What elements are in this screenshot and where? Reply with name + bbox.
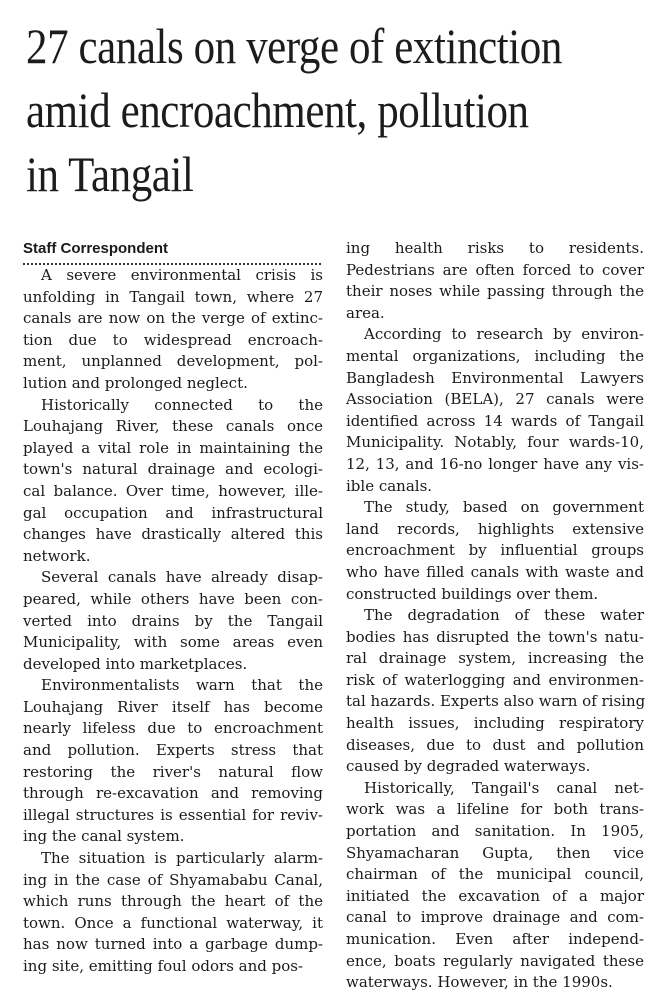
text-line: developed into marketplaces. [23,654,248,673]
text-line: through re-excavation and removing [23,784,323,803]
paragraph [23,395,323,568]
text-line: initiated the excavation of a major [346,886,644,905]
continued-paragraph [346,238,644,324]
text-line: The situation is particularly alarm- [41,849,323,868]
paragraph [346,605,644,778]
text-line: A severe environmental crisis is [41,266,323,284]
text-line: ral drainage system, increasing the [346,649,644,668]
text-line: land records, highlights extensive [346,519,644,538]
text-line: Several canals have already disap- [41,568,323,587]
text-line: cal balance. Over time, however, ille- [23,481,323,500]
text-line: chairman of the municipal council, [346,865,644,884]
text-line: bodies has disrupted the town's natu- [346,627,644,646]
paragraph [23,265,323,395]
text-line: ence, boats regularly navigated these [346,951,644,970]
text-line: Louhajang River itself has become [23,697,323,716]
text-line: Environmentalists warn that the [41,676,323,695]
text-line: portation and sanitation. In 1905, [346,822,644,841]
text-line: ing the canal system. [23,827,185,846]
text-line: Bangladesh Environmental Lawyers [346,368,644,387]
text-line: unfolding in Tangail town, where 27 [23,287,323,306]
text-line: The study, based on government [364,498,644,517]
text-line: Shyamacharan Gupta, then vice [346,843,644,862]
headline-line: amid encroachment, pollution [26,82,529,138]
text-line: mental organizations, including the [346,346,644,365]
text-line: Municipality, with some areas even [23,633,323,652]
paragraph [346,497,644,605]
text-line: ible canals. [346,476,433,495]
text-line: changes have drastically altered this [23,525,323,544]
text-line: has now turned into a garbage dump- [23,935,323,954]
text-line: Municipality. Notably, four wards-10, [346,433,644,452]
text-line: Louhajang River, these canals once [23,417,323,436]
paragraph [346,324,644,497]
headline [26,14,658,206]
headline-line: 27 canals on verge of extinction [26,18,562,74]
text-line: who have filled canals with waste and [346,562,644,581]
text-line: which runs through the heart of the [23,892,323,911]
text-line: munication. Even after independ- [346,930,644,948]
text-line: According to research by environ- [364,325,644,344]
text-line: tion due to widespread encroach- [23,330,323,349]
text-line: played a vital role in maintaining the [23,438,323,457]
text-line: caused by degraded waterways. [346,757,591,776]
text-line: identified across 14 wards of Tangail [346,411,644,430]
byline: Staff Correspondent [23,238,321,265]
text-line: Historically connected to the [41,395,323,414]
text-line: diseases, due to dust and pollution [346,735,644,754]
headline-line: in Tangail [26,146,194,202]
text-line: area. [346,303,385,322]
text-line: work was a lifeline for both trans- [346,800,644,819]
text-line: lution and prolonged neglect. [23,373,248,392]
paragraph [23,848,323,978]
paragraph [346,238,644,324]
text-line: ing site, emitting foul odors and pos- [23,957,304,975]
text-line: verted into drains by the Tangail [23,611,323,630]
text-line: waterways. However, in the 1990s. [346,973,613,992]
text-line: their noses while passing through the [346,282,644,301]
paragraph [346,778,644,994]
text-line: canals are now on the verge of extinc- [23,309,323,328]
text-line: Historically, Tangail's canal net- [364,778,644,797]
text-line: constructed buildings over them. [346,584,599,603]
paragraph [23,567,323,675]
left-column [23,238,323,978]
text-line: Association (BELA), 27 canals were [346,390,644,409]
text-line: network. [23,546,91,565]
text-line: town. Once a functional waterway, it [23,913,323,932]
text-line: gal occupation and infrastructural [23,503,323,522]
text-line: risk of waterlogging and environmen- [346,670,644,689]
text-line: restoring the river's natural flow [23,762,323,781]
text-line: tal hazards. Experts also warn of rising [346,692,646,711]
text-line: 12, 13, and 16-no longer have any vis- [346,454,644,473]
text-line: peared, while others have been con- [23,589,323,608]
text-line: ing in the case of Shyamababu Canal, [23,870,323,889]
text-line: and pollution. Experts stress that [23,741,323,760]
paragraph [23,675,323,848]
text-line: Pedestrians are often forced to cover [346,260,644,279]
text-line: encroachment by influential groups [346,541,644,560]
right-column-body [346,324,644,993]
left-column-body [23,265,323,978]
text-line: illegal structures is essential for reviv- [23,805,323,824]
text-line: The degradation of these water [364,606,644,625]
text-line: health issues, including respiratory [346,714,644,733]
text-line: canal to improve drainage and com- [346,908,644,927]
text-line: town's natural drainage and ecologi- [23,460,323,479]
right-column [346,238,644,994]
text-line: nearly lifeless due to encroachment [23,719,323,738]
text-line: ing health risks to residents. [346,239,644,257]
text-line: ment, unplanned development, pol- [23,352,323,371]
